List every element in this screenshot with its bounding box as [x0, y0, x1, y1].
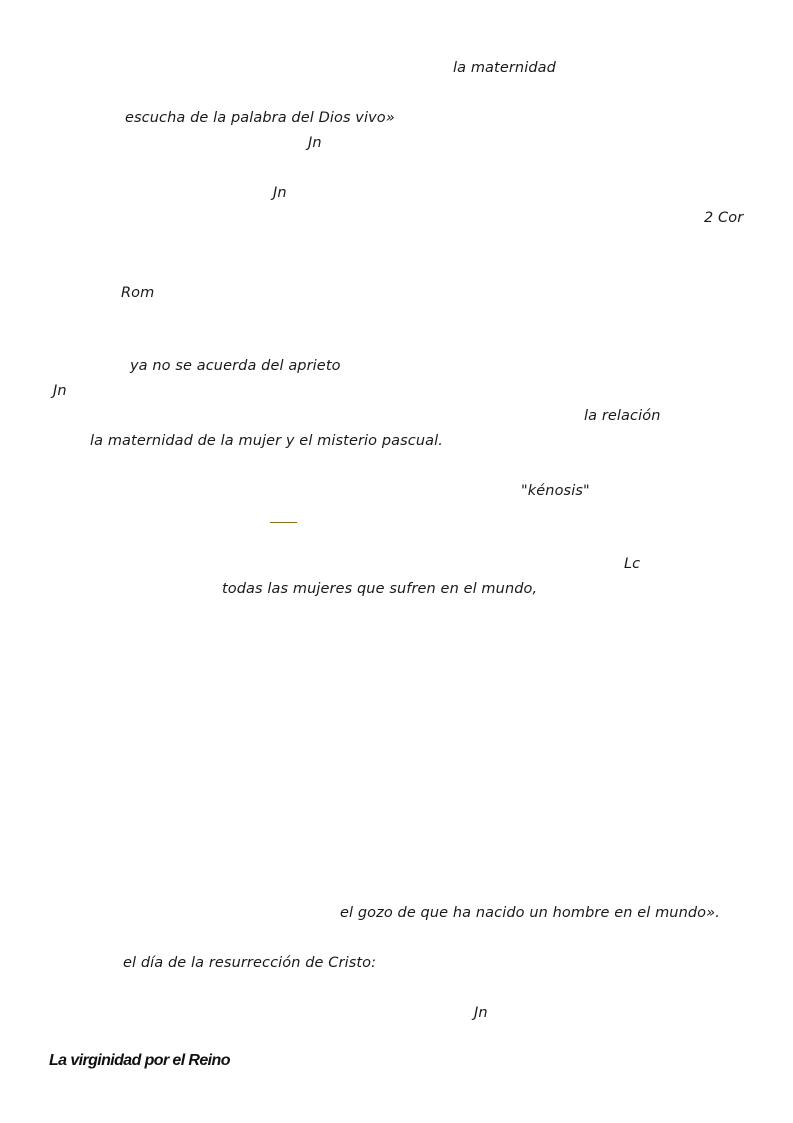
fragment-mujeres-sufren: todas las mujeres que sufren en el mundo, [222, 581, 538, 597]
citation-rom: Rom [121, 285, 155, 301]
section-heading: La virginidad por el Reino [49, 1052, 230, 1069]
citation-2-cor: 2 Cor [704, 210, 744, 226]
fragment-la-maternidad: la maternidad [453, 60, 556, 76]
fragment-la-relacion: la relación [584, 408, 661, 424]
fragment-gozo-nacido: el gozo de que ha nacido un hombre en el mundo». [340, 905, 720, 921]
footnote-underline [270, 522, 297, 523]
citation-jn: Jn [53, 383, 67, 399]
citation-jn: Jn [273, 185, 287, 201]
fragment-aprieto: ya no se acuerda del aprieto [130, 358, 341, 374]
fragment-misterio-pascual: la maternidad de la mujer y el misterio pascual. [90, 433, 443, 449]
citation-jn: Jn [474, 1005, 488, 1021]
citation-jn: Jn [308, 135, 322, 151]
fragment-kenosis: "kénosis" [521, 483, 590, 499]
fragment-escucha-palabra: escucha de la palabra del Dios vivo» [125, 110, 395, 126]
fragment-dia-resurreccion: el día de la resurrección de Cristo: [123, 955, 377, 971]
citation-lc: Lc [624, 556, 641, 572]
